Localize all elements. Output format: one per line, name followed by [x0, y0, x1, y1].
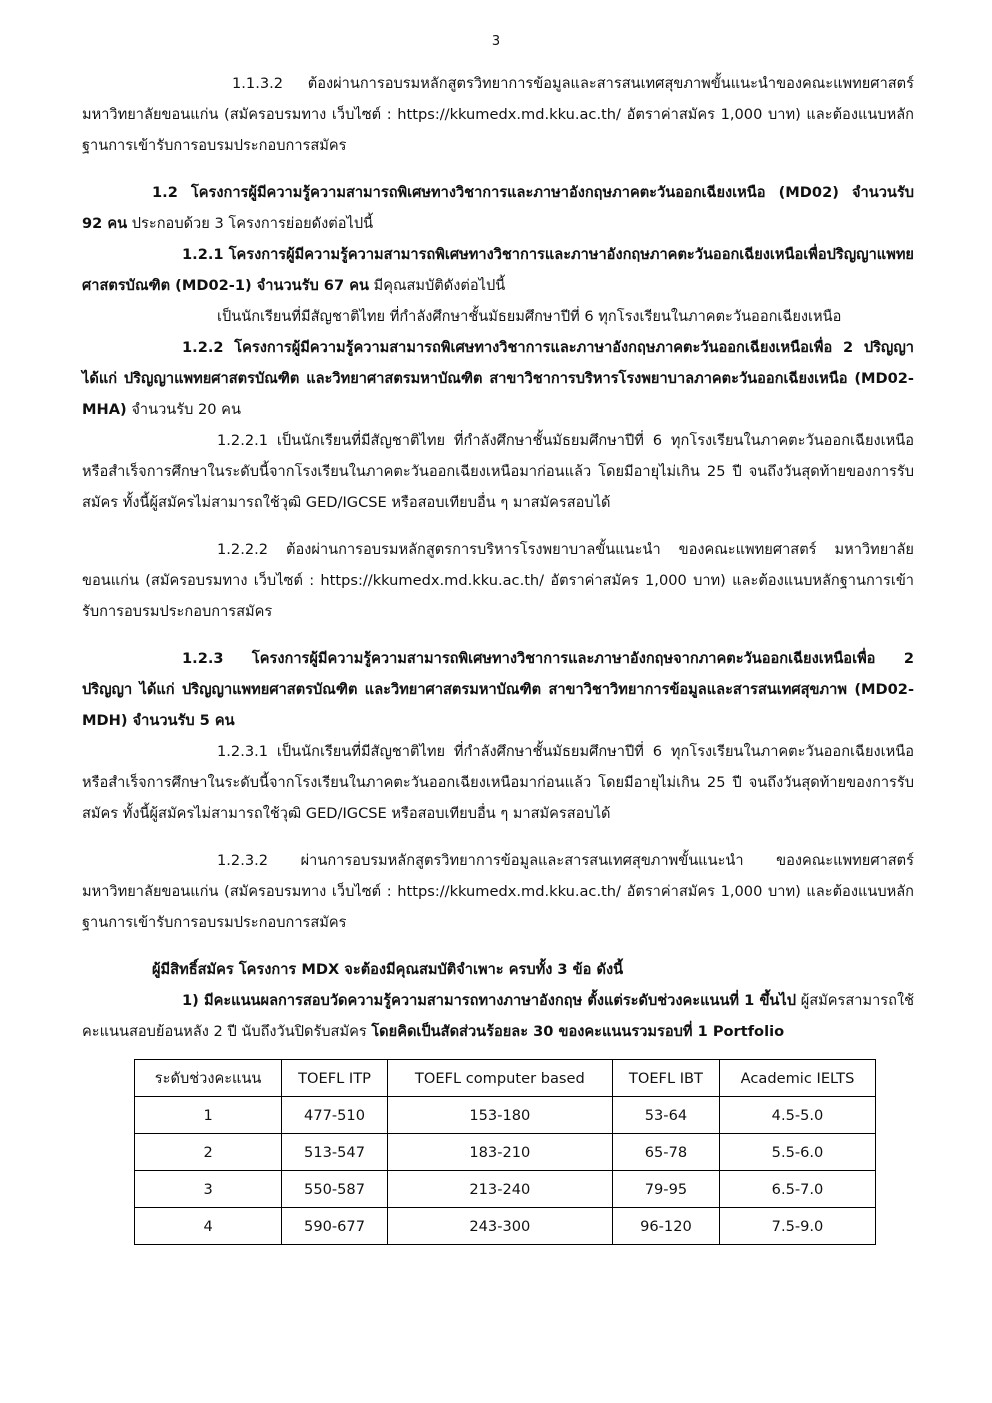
paragraph-1-2-2-2: 1.2.2.2 ต้องผ่านการอบรมหลักสูตรการบริหารโรงพยาบาลขั้นแนะนำ ของคณะแพทยศาสตร์ มหาวิทยาลัยขอนแก่น (สมัครอบรมทาง เว็บไซต์ : https://kkumedx.md.kku.ac.th/ อัตราค่าสมัคร 1,000 บาท) และต้องแนบหลักฐานการเข้ารับการอบรมประกอบการสมัคร	[82, 541, 914, 620]
table-header-cell: ระดับช่วงคะแนน	[135, 1060, 282, 1097]
heading-1-2-2-rest: จำนวนรับ 20 คน	[126, 401, 241, 418]
criterion-1-bold: 1) มีคะแนนผลการสอบวัดความรู้ความสามารถทางภาษาอังกฤษ ตั้งแต่ระดับช่วงคะแนนที่ 1 ขึ้นไป	[182, 992, 797, 1009]
table-row	[135, 1134, 876, 1171]
table-cell: 96-120	[612, 1208, 719, 1245]
heading-1-2-3	[82, 643, 914, 736]
paragraph-1-2-3-1: 1.2.3.1 เป็นนักเรียนที่มีสัญชาติไทย ที่กำลังศึกษาชั้นมัธยมศึกษาปีที่ 6 ทุกโรงเรียนในภาคตะวันออกเฉียงเหนือ หรือสำเร็จการศึกษาในระดับนี้จากโรงเรียนในภาคตะวันออกเฉียงเหนือมาก่อนแล้ว โดยมีอายุไม่เกิน 25 ปี จนถึงวันสุดท้ายของการรับสมัคร ทั้งนี้ผู้สมัครไม่สามารถใช้วุฒิ GED/IGCSE หรือสอบเทียบอื่น ๆ มาสมัครสอบได้	[82, 743, 914, 822]
heading-1-2	[82, 177, 914, 239]
heading-1-2-1-bold: 1.2.1 โครงการผู้มีความรู้ความสามารถพิเศษทางวิชาการและภาษาอังกฤษภาคตะวันออกเฉียงเหนือเพื่อปริญญาแพทยศาสตรบัณฑิต (MD02-1) จำนวนรับ 67 คน	[82, 246, 914, 294]
table-cell: 4.5-5.0	[720, 1097, 876, 1134]
table-header-cell: TOEFL ITP	[282, 1060, 388, 1097]
table-header-cell: TOEFL computer based	[387, 1060, 612, 1097]
table-cell: 53-64	[612, 1097, 719, 1134]
document-body	[82, 68, 914, 1245]
paragraph-1-2-3-2: 1.2.3.2 ผ่านการอบรมหลักสูตรวิทยาการข้อมูลและสารสนเทศสุขภาพขั้นแนะนำ ของคณะแพทยศาสตร์ มหาวิทยาลัยขอนแก่น (สมัครอบรมทาง เว็บไซต์ : https://kkumedx.md.kku.ac.th/ อัตราค่าสมัคร 1,000 บาท) และต้องแนบหลักฐานการเข้ารับการอบรมประกอบการสมัคร	[82, 852, 914, 931]
heading-mdx-eligibility-bold: ผู้มีสิทธิ์สมัคร โครงการ MDX จะต้องมีคุณสมบัติจำเพาะ ครบทั้ง 3 ข้อ ดังนี้	[152, 961, 624, 978]
heading-1-2-bold: 1.2 โครงการผู้มีความรู้ความสามารถพิเศษทางวิชาการและภาษาอังกฤษภาคตะวันออกเฉียงเหนือ (MD02) จำนวนรับ 92 คน	[82, 184, 914, 232]
table-cell: 513-547	[282, 1134, 388, 1171]
criterion-1-mid: ผู้สมัครสามารถใช้คะแนนสอบย้อนหลัง 2 ปี นับถึงวันปิดรับสมัคร	[82, 992, 914, 1040]
paragraph-criterion-1	[82, 985, 914, 1047]
table-cell: 153-180	[387, 1097, 612, 1134]
table-cell: 5.5-6.0	[720, 1134, 876, 1171]
table-cell: 243-300	[387, 1208, 612, 1245]
table-row	[135, 1097, 876, 1134]
table-cell: 2	[135, 1134, 282, 1171]
table-cell: 477-510	[282, 1097, 388, 1134]
table-cell: 550-587	[282, 1171, 388, 1208]
paragraph-1-1-3-2: 1.1.3.2 ต้องผ่านการอบรมหลักสูตรวิทยาการข้อมูลและสารสนเทศสุขภาพขั้นแนะนำของคณะแพทยศาสตร์ มหาวิทยาลัยขอนแก่น (สมัครอบรมทาง เว็บไซต์ : https://kkumedx.md.kku.ac.th/ อัตราค่าสมัคร 1,000 บาท) และต้องแนบหลักฐานการเข้ารับการอบรมประกอบการสมัคร	[82, 75, 914, 154]
paragraph-1-2-1-body: เป็นนักเรียนที่มีสัญชาติไทย ที่กำลังศึกษาชั้นมัธยมศึกษาปีที่ 6 ทุกโรงเรียนในภาคตะวันออกเฉียงเหนือ	[217, 308, 842, 325]
table-cell: 65-78	[612, 1134, 719, 1171]
heading-1-2-1-rest: มีคุณสมบัติดังต่อไปนี้	[368, 277, 506, 294]
criterion-1-bold-2: โดยคิดเป็นสัดส่วนร้อยละ 30 ของคะแนนรวมรอบที่ 1 Portfolio	[371, 1023, 785, 1040]
heading-1-2-3-bold: 1.2.3 โครงการผู้มีความรู้ความสามารถพิเศษทางวิชาการและภาษาอังกฤษจากภาคตะวันออกเฉียงเหนือเพื่อ 2 ปริญญา ได้แก่ ปริญญาแพทยศาสตรบัณฑิต และวิทยาศาสตรมหาบัณฑิต สาขาวิชาวิทยาการข้อมูลและสารสนเทศสุขภาพ (MD02-MDH) จำนวนรับ 5 คน	[82, 650, 914, 729]
table-cell: 79-95	[612, 1171, 719, 1208]
heading-1-2-1	[82, 239, 914, 301]
page-number: 3	[491, 34, 501, 49]
table-cell: 590-677	[282, 1208, 388, 1245]
table-cell: 213-240	[387, 1171, 612, 1208]
table-header-cell: TOEFL IBT	[612, 1060, 719, 1097]
score-level-table	[134, 1059, 876, 1245]
paragraph-1-2-2-1: 1.2.2.1 เป็นนักเรียนที่มีสัญชาติไทย ที่กำลังศึกษาชั้นมัธยมศึกษาปีที่ 6 ทุกโรงเรียนในภาคตะวันออกเฉียงเหนือ หรือสำเร็จการศึกษาในระดับนี้จากโรงเรียนในภาคตะวันออกเฉียงเหนือมาก่อนแล้ว โดยมีอายุไม่เกิน 25 ปี จนถึงวันสุดท้ายของการรับสมัคร ทั้งนี้ผู้สมัครไม่สามารถใช้วุฒิ GED/IGCSE หรือสอบเทียบอื่น ๆ มาสมัครสอบได้	[82, 432, 914, 511]
table-cell: 6.5-7.0	[720, 1171, 876, 1208]
table-row	[135, 1208, 876, 1245]
heading-1-2-2-bold: 1.2.2 โครงการผู้มีความรู้ความสามารถพิเศษทางวิชาการและภาษาอังกฤษภาคตะวันออกเฉียงเหนือเพื่อ 2 ปริญญา ได้แก่ ปริญญาแพทยศาสตรบัณฑิต และวิทยาศาสตรมหาบัณฑิต สาขาวิชาการบริหารโรงพยาบาลภาคตะวันออกเฉียงเหนือ (MD02-MHA)	[82, 339, 914, 418]
table-row	[135, 1171, 876, 1208]
heading-1-2-2	[82, 332, 914, 425]
heading-1-2-rest: ประกอบด้วย 3 โครงการย่อยดังต่อไปนี้	[127, 215, 374, 232]
heading-mdx-eligibility	[82, 954, 914, 985]
table-cell: 4	[135, 1208, 282, 1245]
table-cell: 7.5-9.0	[720, 1208, 876, 1245]
table-header-cell: Academic IELTS	[720, 1060, 876, 1097]
table-cell: 3	[135, 1171, 282, 1208]
table-cell: 183-210	[387, 1134, 612, 1171]
table-cell: 1	[135, 1097, 282, 1134]
table-header-row	[135, 1060, 876, 1097]
